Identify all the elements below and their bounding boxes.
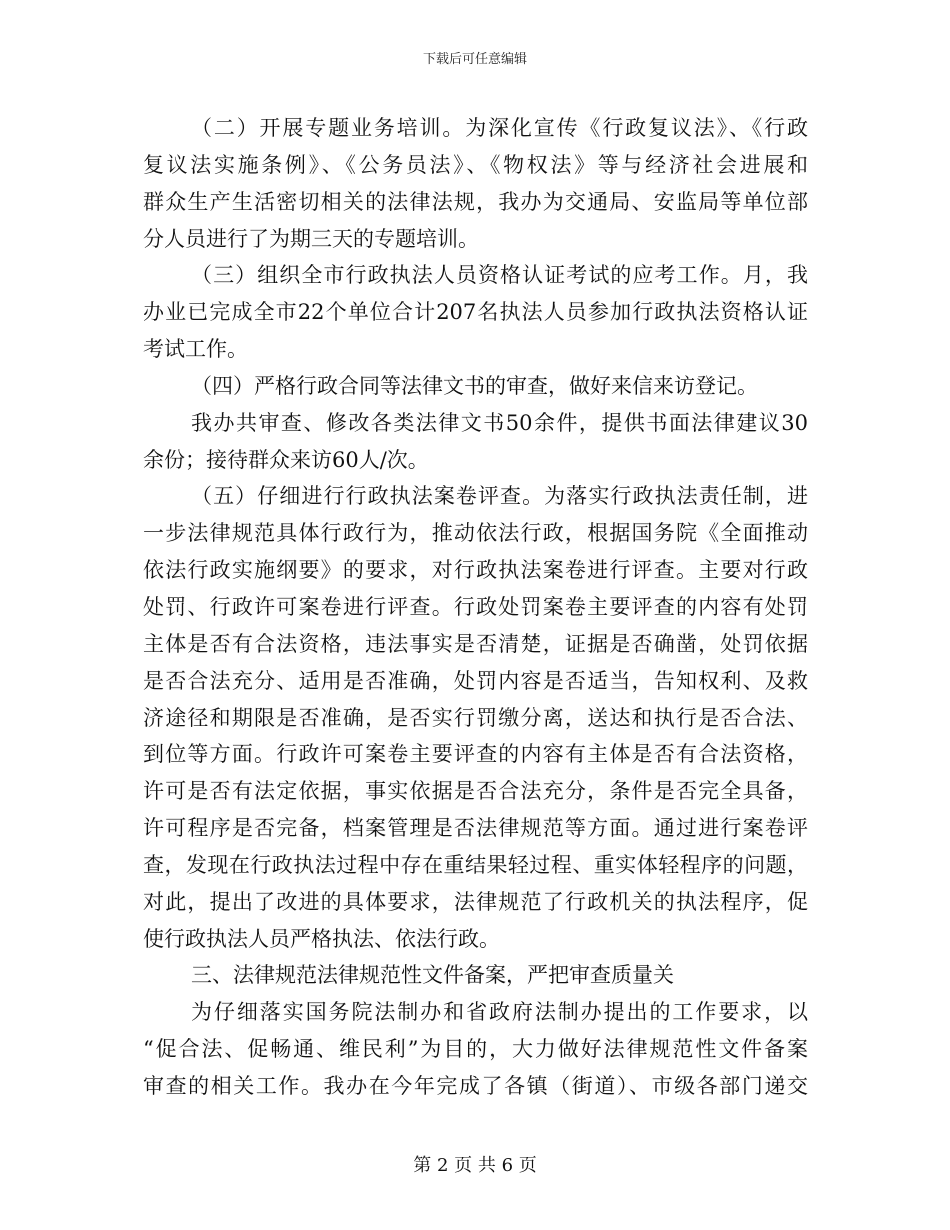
section-heading: 三、法律规范法律规范性文件备案，严把审查质量关 (191, 963, 674, 988)
page-footer: 第 2 页 共 6 页 (413, 1155, 537, 1176)
paragraph-line: 复议法实施条例》、《公务员法》、《物权法》等与经济社会进展和 (143, 152, 808, 177)
paragraph-line: 一步法律规范具体行政行为，推动依法行政，根据国务院《全面推动 (143, 521, 808, 546)
paragraph-line: （五）仔细进行行政执法案卷评查。为落实行政执法责任制，进 (191, 484, 808, 509)
paragraph-line: 处罚、行政许可案卷进行评查。行政处罚案卷主要评查的内容有处罚 (143, 594, 808, 619)
paragraph-line: 主体是否有合法资格，违法事实是否清楚，证据是否确凿，处罚依据 (143, 631, 808, 656)
paragraph-line: 考试工作。 (143, 337, 248, 362)
paragraph-line: （二）开展专题业务培训。为深化宣传《行政复议法》、《行政 (191, 116, 808, 140)
paragraph-line: （三）组织全市行政执法人员资格认证考试的应考工作。月，我 (191, 263, 808, 288)
page-header: 下载后可任意编辑 (422, 52, 527, 67)
paragraph-line: 余份；接待群众来访60人/次。 (143, 447, 429, 472)
paragraph-line: 到位等方面。行政许可案卷主要评查的内容有主体是否有合法资格， (143, 742, 808, 767)
paragraph-line: 使行政执法人员严格执法、依法行政。 (143, 926, 500, 951)
paragraph-line: 许可程序是否完备，档案管理是否法律规范等方面。通过进行案卷评 (143, 816, 808, 841)
paragraph-line: 查，发现在行政执法过程中存在重结果轻过程、重实体轻程序的问题， (143, 852, 808, 877)
paragraph-line: 对此，提出了改进的具体要求，法律规范了行政机关的执法程序，促 (143, 889, 808, 914)
document-body (143, 110, 808, 1105)
paragraph-line: 审查的相关工作。我办在今年完成了各镇（街道）、市级各部门递交 (143, 1073, 808, 1098)
paragraph-line: 办业已完成全市22个单位合计207名执法人员参加行政执法资格认证 (143, 300, 808, 325)
paragraph-line: 分人员进行了为期三天的专题培训。 (143, 226, 479, 251)
paragraph-line: 为仔细落实国务院法制办和省政府法制办提出的工作要求，以 (191, 1000, 808, 1025)
paragraph-line: 我办共审查、修改各类法律文书50余件，提供书面法律建议30 (191, 410, 808, 435)
paragraph-line: 是否合法充分、适用是否准确，处罚内容是否适当，告知权利、及救 (143, 668, 808, 693)
paragraph-line: 许可是否有法定依据，事实依据是否合法充分，条件是否完全具备， (143, 779, 808, 804)
paragraph-line: 群众生产生活密切相关的法律法规，我办为交通局、安监局等单位部 (143, 189, 808, 214)
paragraph-line: 依法行政实施纲要》的要求，对行政执法案卷进行评查。主要对行政 (143, 558, 808, 583)
paragraph-line: 济途径和期限是否准确，是否实行罚缴分离，送达和执行是否合法、 (143, 705, 808, 730)
paragraph-line: “促合法、促畅通、维民利”为目的，大力做好法律规范性文件备案 (143, 1037, 808, 1062)
paragraph-line: （四）严格行政合同等法律文书的审查，做好来信来访登记。 (191, 373, 758, 398)
